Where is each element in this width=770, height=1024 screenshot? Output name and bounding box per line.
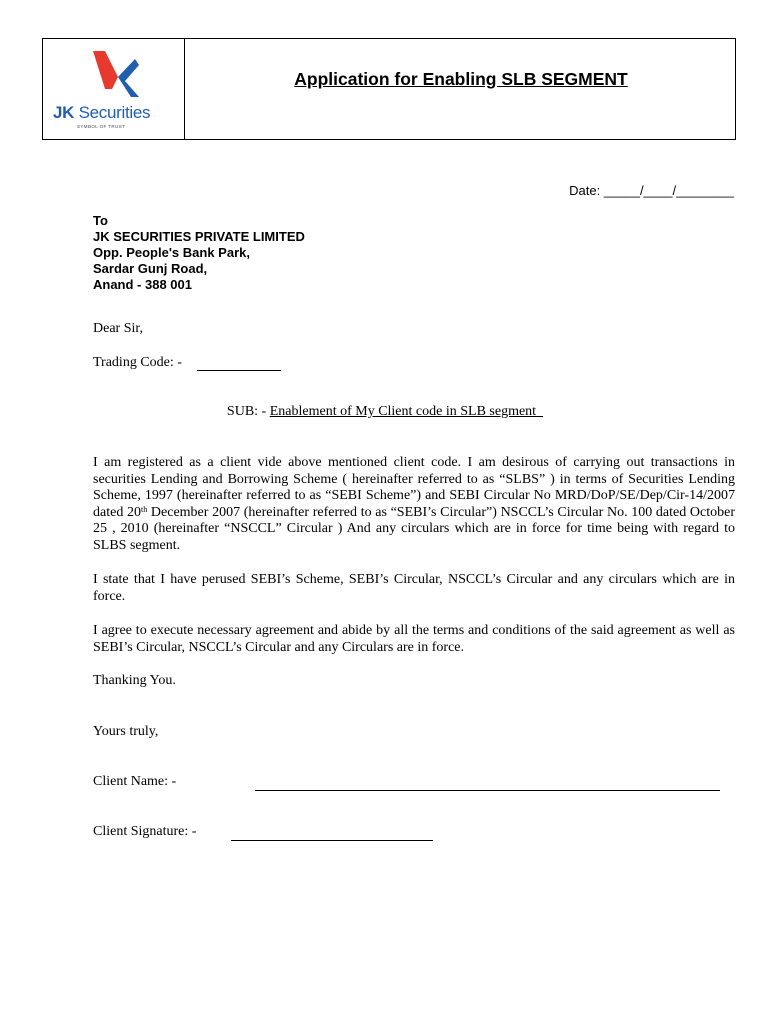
header-box bbox=[42, 38, 736, 140]
client-name-field[interactable] bbox=[255, 790, 720, 791]
body-paragraph-2: I state that I have perused SEBI’s Scheme, SEBI’s Circular, NSCCL’s Circular and any circulars which are in force. bbox=[93, 572, 735, 604]
date-field[interactable]: Date: _____/____/________ bbox=[569, 183, 734, 198]
client-signature-field[interactable] bbox=[231, 840, 433, 841]
address-line3: Anand - 388 001 bbox=[93, 277, 192, 292]
subject-text: Enablement of My Client code in SLB segment bbox=[269, 404, 537, 419]
closing-line: Yours truly, bbox=[93, 724, 159, 739]
address-company: JK SECURITIES PRIVATE LIMITED bbox=[93, 229, 305, 244]
body-paragraph-3: I agree to execute necessary agreement and abide by all the terms and conditions of the said agreement as well as SEBI’s Circular, NSCCL’s Circular and any Circulars are in force. bbox=[93, 623, 735, 655]
address-line1: Opp. People's Bank Park, bbox=[93, 245, 250, 260]
trading-code-label: Trading Code: - bbox=[93, 355, 182, 370]
logo-tagline: SYMBOL OF TRUST bbox=[77, 124, 126, 129]
logo-blue-stroke bbox=[118, 59, 139, 97]
subject-prefix: SUB: - bbox=[226, 404, 267, 419]
address-to: To bbox=[93, 213, 108, 228]
client-signature-label: Client Signature: - bbox=[93, 824, 197, 839]
logo-wordmark: JK Securities bbox=[53, 103, 151, 122]
address-line2: Sardar Gunj Road, bbox=[93, 261, 208, 276]
body-paragraph-1: I am registered as a client vide above mentioned client code. I am desirous of carrying out transactions in securities Lending and Borrowing Scheme ( hereinafter referred to as “SLBS” ) in terms of Securities Lending Scheme, 1997 (hereinafter referred to as “SEBI Scheme”) and SEBI Circular No MRD/DoP/SE/Dep/Cir-14/2007 dated 20th December 2007 (hereinafter referred to as “SEBI’s Circular”) NSCCL’s Circular No. 100 dated October 25 , 2010 (hereinafter “NSCCL” Circular ) And any circulars which are in force for time being with regard to SLBS segment. bbox=[93, 455, 735, 553]
jk-securities-logo-icon bbox=[91, 49, 139, 99]
thanking-line: Thanking You. bbox=[93, 673, 176, 688]
logo-red-stroke bbox=[93, 51, 118, 89]
trading-code-field[interactable] bbox=[197, 370, 281, 371]
recipient-address bbox=[93, 213, 305, 293]
logo-cell bbox=[43, 39, 185, 139]
client-name-label: Client Name: - bbox=[93, 774, 177, 789]
page-title: Application for Enabling SLB SEGMENT bbox=[294, 69, 628, 89]
salutation: Dear Sir, bbox=[93, 321, 143, 336]
subject-line bbox=[0, 404, 770, 420]
